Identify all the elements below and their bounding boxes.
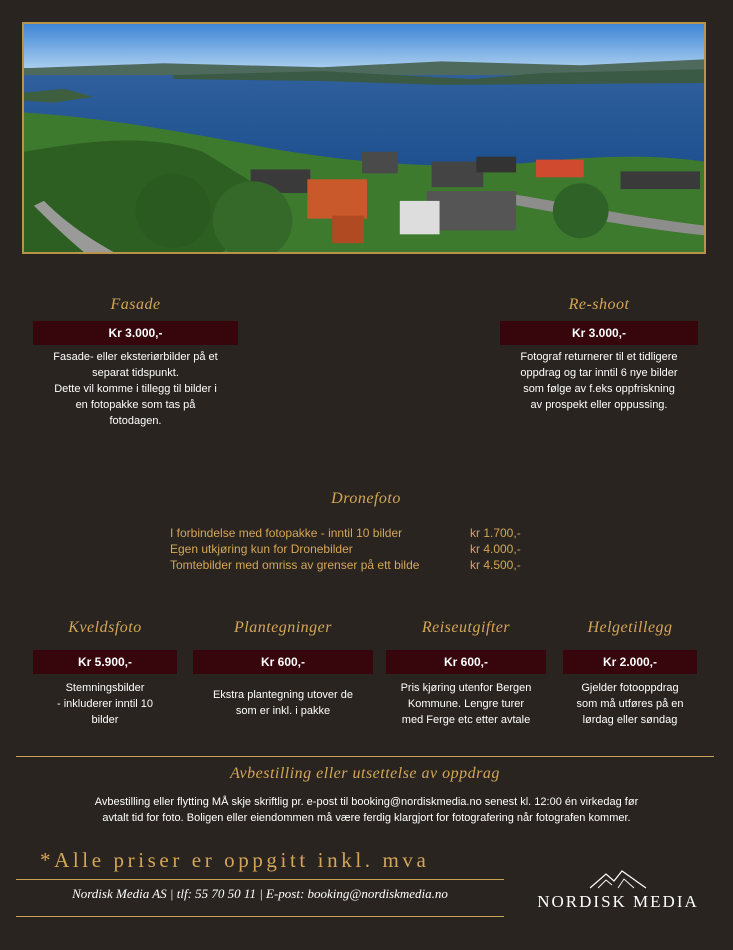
- reshoot-heading: Re-shoot: [568, 296, 630, 313]
- mountain-icon: [588, 868, 648, 890]
- reshoot-price-badge: Kr 3.000,-: [500, 321, 698, 345]
- plantegninger-price-badge: Kr 600,-: [193, 650, 373, 674]
- reiseutgifter-heading: Reiseutgifter: [421, 619, 511, 636]
- divider: [16, 916, 504, 917]
- drone-row-label: Tomtebilder med omriss av grenser på ett bilde: [170, 558, 420, 572]
- helgetillegg-heading: Helgetillegg: [587, 619, 673, 636]
- drone-row-price: kr 4.000,-: [470, 542, 521, 556]
- kveldsfoto-price-badge: Kr 5.900,-: [33, 650, 177, 674]
- fasade-description: Fasade- eller eksteriørbilder på et separat tidspunkt. Dette vil komme i tillegg til bilder i en fotopakke som tas på fotodagen.: [53, 351, 218, 427]
- plantegninger-description: Ekstra plantegning utover de som er inkl. i pakke: [212, 689, 354, 717]
- drone-row-label: Egen utkjøring kun for Dronebilder: [170, 542, 353, 556]
- vat-note: *Alle priser er oppgitt inkl. mva: [40, 848, 430, 872]
- drone-row: [170, 525, 530, 541]
- reshoot-description: Fotograf returnerer til et tidligere oppdrag og tar inntil 6 nye bilder som følge av f.eks oppfriskning av prospekt eller oppussing.: [520, 351, 678, 411]
- plantegninger-heading: Plantegninger: [233, 619, 333, 636]
- reiseutgifter-price-badge: Kr 600,-: [386, 650, 546, 674]
- cancellation-text: Avbestilling eller flytting MÅ skje skriftlig pr. e-post til booking@nordiskmedia.no senest kl. 12:00 én virkedag før avtalt tid for foto. Boligen eller eiendommen må være ferdig klargjort for fotografering når fotografen kommer.: [94, 796, 639, 824]
- contact-info: Nordisk Media AS | tlf: 55 70 50 11 | E-post: booking@nordiskmedia.no: [72, 886, 448, 901]
- fasade-price-badge: Kr 3.000,-: [33, 321, 238, 345]
- drone-row: [170, 557, 530, 573]
- drone-row-price: kr 4.500,-: [470, 558, 521, 572]
- nordisk-media-logo: [528, 868, 708, 916]
- helgetillegg-price-badge: Kr 2.000,-: [563, 650, 697, 674]
- drone-row-label: I forbindelse med fotopakke - inntil 10 bilder: [170, 526, 403, 540]
- helgetillegg-description: Gjelder fotooppdrag som må utføres på en lørdag eller søndag: [576, 682, 684, 726]
- hero-aerial-photo: [22, 22, 706, 254]
- reiseutgifter-description: Pris kjøring utenfor Bergen Kommune. Lengre turer med Ferge etc etter avtale: [400, 682, 532, 726]
- kveldsfoto-description: Stemningsbilder - inkluderer inntil 10 bilder: [57, 682, 153, 726]
- logo-text: NORDISK MEDIA: [537, 892, 699, 911]
- drone-heading: Dronefoto: [331, 490, 401, 507]
- kveldsfoto-heading: Kveldsfoto: [68, 619, 142, 636]
- drone-row: [170, 541, 530, 557]
- divider: [16, 879, 504, 880]
- fasade-heading: Fasade: [110, 296, 161, 313]
- divider: [16, 756, 714, 757]
- cancellation-heading: Avbestilling eller utsettelse av oppdrag: [230, 765, 500, 782]
- drone-row-price: kr 1.700,-: [470, 526, 521, 540]
